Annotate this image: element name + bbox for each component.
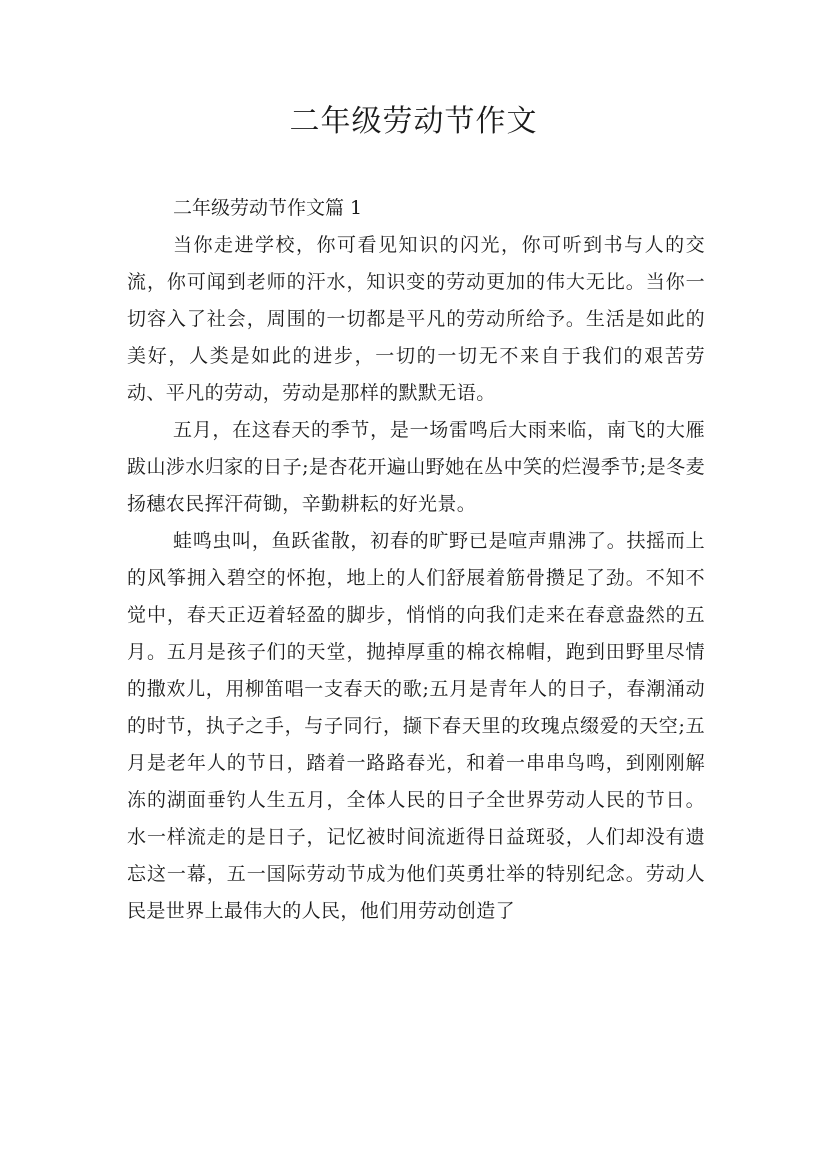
- document-body: [127, 190, 705, 930]
- paragraph: 当你走进学校，你可看见知识的闪光，你可听到书与人的交流，你可闻到老师的汗水，知识变的劳动更加的伟大无比。当你一切容入了社会，周围的一切都是平凡的劳动所给予。生活是如此的美好，人类是如此的进步，一切的一切无不来自于我们的艰苦劳动、平凡的劳动，劳动是那样的默默无语。: [127, 234, 705, 404]
- paragraph: 蛙鸣虫叫，鱼跃雀散，初春的旷野已是喧声鼎沸了。扶摇而上的风筝拥入碧空的怀抱，地上的人们舒展着筋骨攒足了劲。不知不觉中，春天正迈着轻盈的脚步，悄悄的向我们走来在春意盎然的五月。五月是孩子们的天堂，抛掉厚重的棉衣棉帽，跑到田野里尽情的撒欢儿，用柳笛唱一支春天的歌;五月是青年人的日子，春潮涌动的时节，执子之手，与子同行，撷下春天里的玫瑰点缀爱的天空;五月是老年人的节日，踏着一路路春光，和着一串串鸟鸣，到刚刚解冻的湖面垂钓人生五月，全体人民的日子全世界劳动人民的节日。水一样流走的是日子，记忆被时间流逝得日益斑驳，人们却没有遗忘这一幕，五一国际劳动节成为他们英勇壮举的特别纪念。劳动人民是世界上最伟大的人民，他们用劳动创造了: [127, 530, 705, 922]
- paragraph: 五月，在这春天的季节，是一场雷鸣后大雨来临，南飞的大雁跋山涉水归家的日子;是杏花开遍山野她在丛中笑的烂漫季节;是冬麦扬穗农民挥汗荷锄，辛勤耕耘的好光景。: [127, 419, 705, 515]
- document-title: 二年级劳动节作文: [289, 104, 538, 139]
- section-heading: 二年级劳动节作文篇 1: [173, 197, 363, 219]
